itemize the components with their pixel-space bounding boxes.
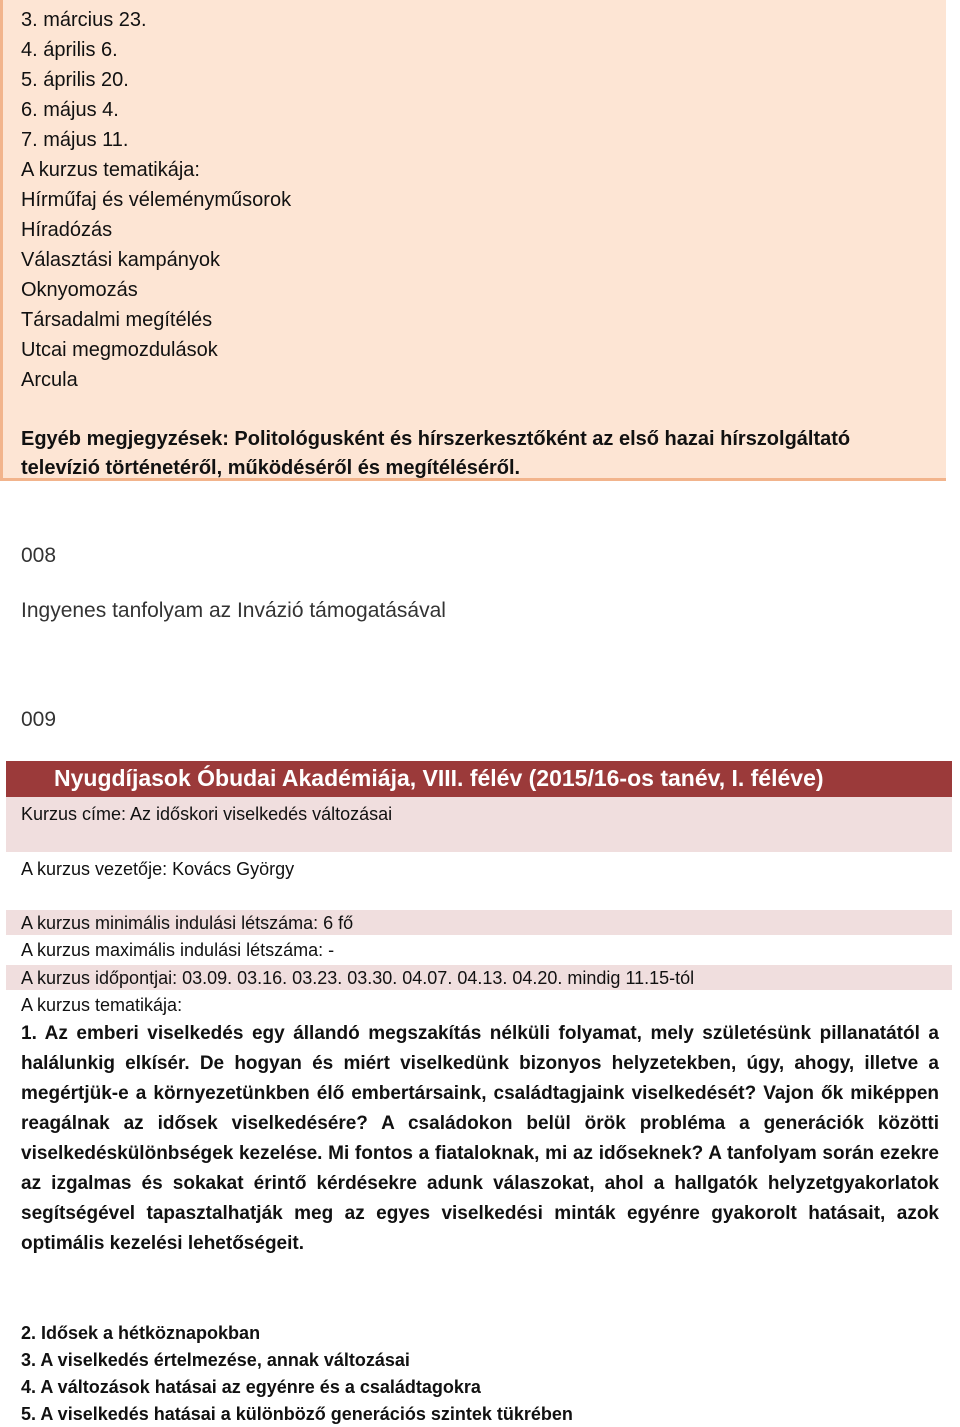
date-item: 7. május 11. — [21, 129, 129, 151]
topic-point: 3. A viselkedés értelmezése, annak változásai — [21, 1350, 410, 1370]
topic-point: 5. A viselkedés hatásai a különböző generációs szintek tükrében — [21, 1404, 573, 1424]
date-item: 6. május 4. — [21, 99, 119, 121]
course-dates: A kurzus időpontjai: 03.09. 03.16. 03.23. 03.30. 04.07. 04.13. 04.20. mindig 11.15-tól — [21, 968, 695, 988]
course-code: 008 — [21, 544, 57, 567]
topic-point: 4. A változások hatásai az egyénre és a családtagokra — [21, 1377, 481, 1397]
course-title: Kurzus címe: Az időskori viselkedés változásai — [21, 804, 393, 824]
topic-item: Híradózás — [21, 219, 113, 241]
topic-item: Hírműfaj és véleményműsorok — [21, 189, 292, 211]
previous-course-panel — [0, 0, 946, 481]
course-min: A kurzus minimális indulási létszáma: 6 fő — [21, 913, 354, 933]
topic-item: Utcai megmozdulások — [21, 339, 218, 361]
topics-label: A kurzus tematikája: — [21, 159, 200, 181]
course-note: Ingyenes tanfolyam az Invázió támogatásával — [21, 599, 446, 622]
date-item: 3. március 23. — [21, 9, 147, 31]
topic-item: Választási kampányok — [21, 249, 220, 271]
topic-item: Társadalmi megítélés — [21, 309, 213, 331]
course-description: 1. Az emberi viselkedés egy állandó megszakítás nélküli folyamat, mely születésünk pillanatától a halálunkig elkísér. De hogyan és miért viselkedünk bizonyos helyzetekben, úgy, ahogy, illetve a megértjük-e a környezetünkben élő embertársaink, családtagjaink viselkedését? Vajon ők miképpen reagálnak az idősek viselkedésére? A családokon belül örök probléma a generációk közötti viselkedéskülönbségek kezelése. Mi fontos a fiataloknak, mi az időseknek? A tanfolyam során ezekre az izgalmas és sokakat érintő kérdésekre adunk válaszokat, ahol a hallgatók helyzetgyakorlatok segítségével tapasztalhatják meg az egyes viselkedési minták egyénre gyakorolt hatásait, azok optimális kezelési lehetőségeit. — [21, 1023, 939, 1254]
course-code: 009 — [21, 708, 57, 731]
course-banner-title: Nyugdíjasok Óbudai Akadémiája, VIII. félév (2015/16-os tanév, I. féléve) — [54, 765, 824, 791]
topic-item: Arcula — [21, 369, 78, 391]
topic-item: Oknyomozás — [21, 279, 138, 301]
course-banner — [6, 761, 952, 797]
course-max: A kurzus maximális indulási létszáma: - — [21, 940, 335, 960]
course-topics-label: A kurzus tematikája: — [21, 995, 183, 1015]
date-item: 4. április 6. — [21, 39, 118, 61]
notes-line: televízió történetéről, működéséről és megítéléséről. — [21, 457, 521, 479]
date-item: 5. április 20. — [21, 69, 129, 91]
course-leader: A kurzus vezetője: Kovács György — [21, 859, 295, 879]
notes-line: Egyéb megjegyzések: Politológusként és hírszerkesztőként az első hazai hírszolgáltató — [21, 428, 851, 450]
topic-point: 2. Idősek a hétköznapokban — [21, 1323, 261, 1343]
